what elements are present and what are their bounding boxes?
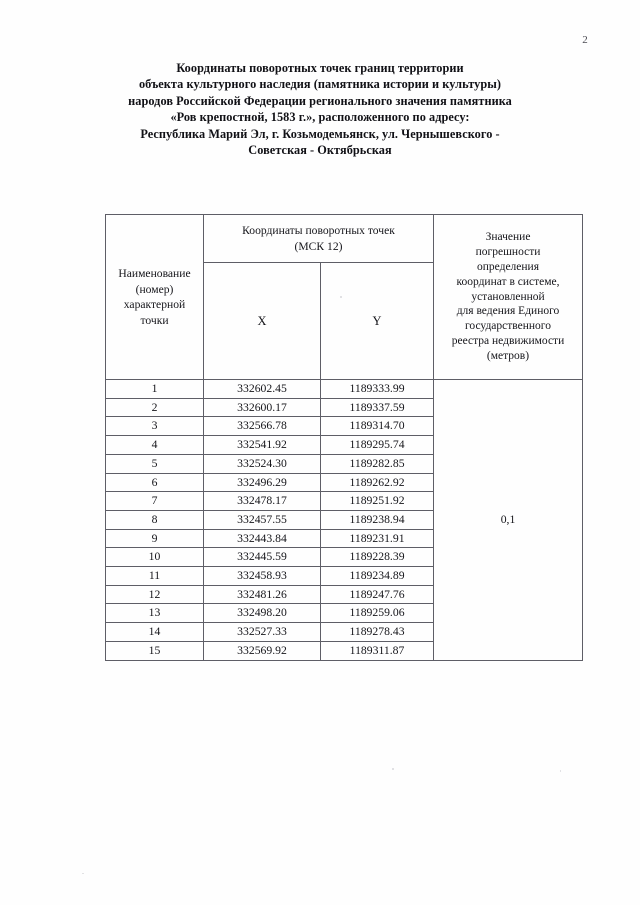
cell-coordinate-x: 332569.92 (204, 641, 321, 660)
table-header (106, 215, 583, 380)
header-error-value-line-2: погрешности (475, 245, 541, 258)
cell-point-number: 5 (106, 454, 204, 473)
header-point-name-line-3: характерной (123, 298, 186, 311)
cell-point-number: 7 (106, 492, 204, 511)
cell-coordinate-y: 1189251.92 (321, 492, 434, 511)
cell-coordinate-x: 332458.93 (204, 567, 321, 586)
cell-coordinate-y: 1189231.91 (321, 529, 434, 548)
title-line-3: народов Российской Федерации регионального значения памятника (128, 93, 512, 108)
cell-coordinate-y: 1189234.89 (321, 567, 434, 586)
cell-coordinate-y: 1189282.85 (321, 454, 434, 473)
cell-coordinate-y: 1189278.43 (321, 623, 434, 642)
cell-point-number: 15 (106, 641, 204, 660)
cell-coordinate-x: 332457.55 (204, 510, 321, 529)
cell-coordinate-x: 332443.84 (204, 529, 321, 548)
cell-coordinate-y: 1189295.74 (321, 436, 434, 455)
cell-point-number: 4 (106, 436, 204, 455)
cell-coordinate-x: 332445.59 (204, 548, 321, 567)
header-point-name-line-4: точки (140, 313, 169, 327)
cell-coordinate-y: 1189262.92 (321, 473, 434, 492)
header-error-value-line-9: (метров) (486, 350, 530, 363)
cell-point-number: 14 (106, 623, 204, 642)
cell-coordinate-x: 332566.78 (204, 417, 321, 436)
cell-coordinate-y: 1189238.94 (321, 510, 434, 529)
title-line-2: объекта культурного наследия (памятника истории и культуры) (138, 77, 502, 92)
cell-coordinate-x: 332602.45 (204, 380, 321, 399)
cell-point-number: 10 (106, 548, 204, 567)
cell-point-number: 11 (106, 567, 204, 586)
cell-coordinate-y: 1189259.06 (321, 604, 434, 623)
header-point-name (106, 215, 204, 380)
header-error-value-line-8: реестра недвижимости (451, 335, 565, 348)
header-error-value-line-7: государственного (465, 320, 551, 333)
cell-coordinate-x: 332498.20 (204, 604, 321, 623)
table-body (106, 380, 583, 661)
cell-coordinate-y: 1189247.76 (321, 585, 434, 604)
header-error-value-line-4: координат в системе, (456, 275, 560, 288)
title-line-1: Координаты поворотных точек границ территории (176, 61, 464, 75)
scan-speckle (82, 873, 84, 874)
title-line-5: Республика Марий Эл, г. Козьмодемьянск, ул. Чернышевского - (140, 126, 500, 141)
header-coordinates-group-line-2: (МСК 12) (294, 239, 343, 253)
cell-coordinate-y: 1189337.59 (321, 398, 434, 417)
cell-coordinate-x: 332541.92 (204, 436, 321, 455)
header-point-name-line-2: (номер) (135, 282, 174, 296)
cell-point-number: 2 (106, 398, 204, 417)
cell-coordinate-y: 1189333.99 (321, 380, 434, 399)
title-line-6: Советская - Октябрьская (248, 143, 392, 158)
header-coordinates-group (204, 215, 434, 263)
cell-coordinate-x: 332478.17 (204, 492, 321, 511)
coordinates-table (105, 214, 583, 661)
cell-coordinate-x: 332527.33 (204, 623, 321, 642)
cell-coordinate-x: 332600.17 (204, 398, 321, 417)
table-header-row-1 (106, 215, 583, 263)
cell-coordinate-x: 332481.26 (204, 585, 321, 604)
header-error-value-line-6: для ведения Единого (456, 305, 560, 318)
title-line-4: «Ров крепостной, 1583 г.», расположенного по адресу: (170, 110, 470, 125)
table-row (106, 380, 583, 399)
cell-point-number: 12 (106, 585, 204, 604)
cell-point-number: 6 (106, 473, 204, 492)
cell-coordinate-y: 1189311.87 (321, 641, 434, 660)
page-number: 2 (582, 34, 588, 46)
header-error-value (434, 215, 583, 380)
cell-point-number: 1 (106, 380, 204, 399)
scan-speckle (560, 770, 561, 772)
cell-coordinate-y: 1189228.39 (321, 548, 434, 567)
cell-point-number: 13 (106, 604, 204, 623)
cell-error-value: 0,1 (434, 380, 583, 661)
scan-speckle (392, 768, 394, 770)
document-title (78, 60, 562, 158)
cell-point-number: 8 (106, 510, 204, 529)
header-error-value-line-1: Значение (485, 230, 531, 243)
cell-point-number: 9 (106, 529, 204, 548)
cell-coordinate-x: 332496.29 (204, 473, 321, 492)
header-y: Y (321, 263, 434, 380)
header-coordinates-group-line-1: Координаты поворотных точек (242, 224, 395, 237)
cell-point-number: 3 (106, 417, 204, 436)
cell-coordinate-y: 1189314.70 (321, 417, 434, 436)
cell-coordinate-x: 332524.30 (204, 454, 321, 473)
header-x: X (204, 263, 321, 380)
header-point-name-line-1: Наименование (118, 267, 191, 280)
header-error-value-line-3: определения (476, 260, 539, 273)
header-error-value-line-5: установленной (471, 290, 545, 303)
